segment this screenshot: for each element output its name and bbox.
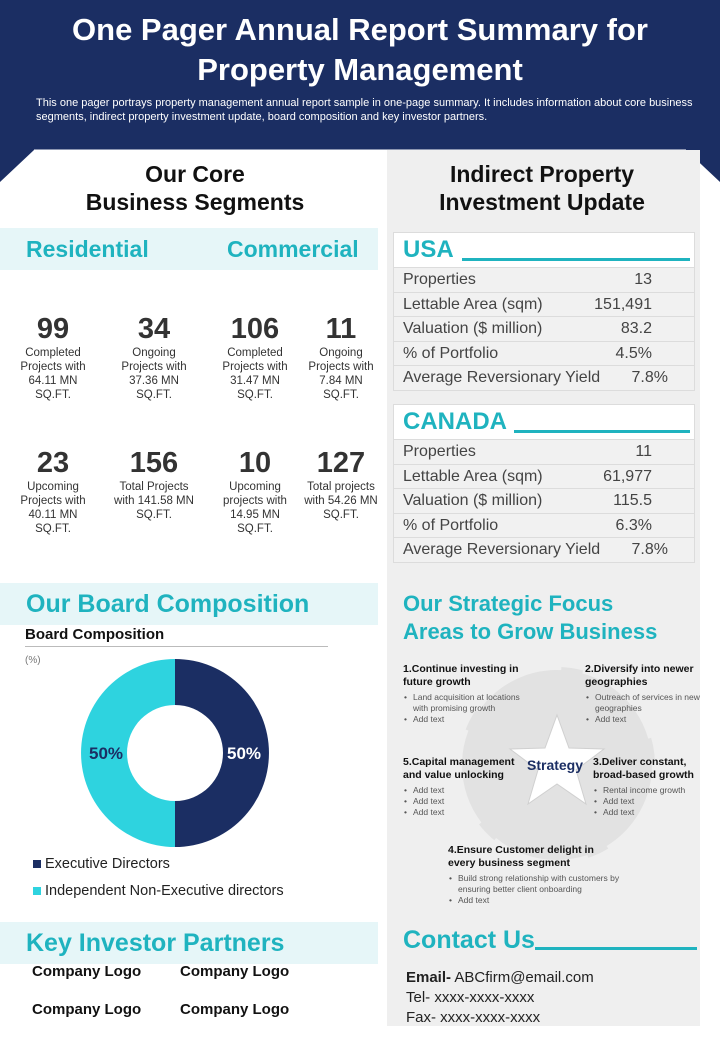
row-label: Average Reversionary Yield — [403, 541, 601, 558]
country-name: USA — [403, 236, 454, 263]
row-label: % of Portfolio — [403, 516, 499, 534]
strategy-item — [585, 663, 700, 725]
table-row — [393, 342, 695, 367]
row-label: Properties — [403, 271, 476, 288]
row-label: Lettable Area (sqm) — [403, 295, 543, 313]
country-underline — [462, 258, 690, 261]
legend-item-executive — [33, 856, 170, 872]
country-table-canada — [393, 404, 695, 563]
stat-text: Completed Projects with 64.11 MN SQ.FT. — [20, 347, 86, 401]
strategy-item — [403, 663, 533, 725]
row-value: 7.8% — [631, 369, 668, 386]
commercial-label: Commercial — [227, 236, 359, 262]
row-value: 13 — [634, 271, 652, 288]
strategy-item — [448, 844, 648, 906]
stat-item — [12, 446, 94, 536]
stat-text: Completed Projects with 31.47 MN SQ.FT. — [222, 347, 288, 401]
stat-number: 10 — [238, 447, 272, 479]
legend-label: Executive Directors — [45, 856, 170, 872]
row-value: 11 — [635, 443, 652, 460]
legend-swatch — [33, 887, 41, 895]
country-header — [393, 232, 695, 268]
stat-number: 106 — [230, 313, 280, 345]
table-row — [393, 440, 695, 465]
investment-title — [400, 160, 684, 216]
contact-underline — [535, 947, 697, 950]
contact-title: Contact Us — [403, 926, 535, 954]
table-row — [393, 514, 695, 539]
strategy-bullet: • Add text — [403, 807, 523, 818]
strategy-center-label: Strategy — [527, 757, 584, 773]
row-label: Valuation ($ million) — [403, 492, 543, 509]
strategy-bullet: • Add text — [593, 807, 700, 818]
strategy-bullet: • Add text — [448, 895, 648, 906]
strategy-bullet: • Add text — [403, 796, 523, 807]
country-underline — [514, 430, 690, 433]
strategy-bullet: • Outreach of services in new geographies — [585, 692, 700, 714]
page-title: One Pager Annual Report Summary for Property Management — [72, 12, 648, 87]
row-label: Properties — [403, 443, 476, 460]
stat-number: 127 — [316, 447, 366, 479]
stat-text: Total projects with 54.26 MN SQ.FT. — [304, 481, 378, 521]
stat-item — [300, 312, 382, 402]
strategy-title-line1: Our Strategic Focus — [403, 591, 614, 616]
stat-text: Total Projects with 141.58 MN SQ.FT. — [114, 481, 194, 521]
board-chart-title: Board Composition — [25, 626, 165, 643]
segments-title-line1: Our Core — [145, 161, 245, 187]
strategy-heading: 4.Ensure Customer delight in every business segment — [448, 844, 594, 869]
contact-fax: Fax- xxxx-xxxx-xxxx — [406, 1009, 541, 1026]
table-row — [393, 465, 695, 490]
stat-number: 34 — [137, 313, 171, 345]
segments-title-line2: Business Segments — [85, 189, 305, 215]
contact-tel: Tel- xxxx-xxxx-xxxx — [406, 989, 535, 1006]
company-logo: Company Logo — [180, 1001, 290, 1018]
row-value: 61,977 — [603, 467, 652, 485]
table-row — [393, 293, 695, 318]
stat-item — [214, 446, 296, 536]
row-label: % of Portfolio — [403, 344, 499, 362]
company-logo: Company Logo — [32, 1001, 142, 1018]
email-label: Email- — [406, 969, 452, 986]
board-title: Our Board Composition — [26, 590, 310, 618]
strategy-heading: 2.Diversify into newer geographies — [585, 663, 694, 688]
strategy-bullet: • Add text — [403, 714, 533, 725]
stat-number: 99 — [36, 313, 70, 345]
board-unit: (%) — [25, 655, 41, 666]
strategy-bullet: • Add text — [593, 796, 700, 807]
country-table-usa — [393, 232, 695, 391]
contact-email — [406, 969, 594, 986]
investors-title: Key Investor Partners — [26, 929, 285, 957]
page-description: This one pager portrays property management annual report sample in one-page summary. It includes information about core business segments, indirect property investment update, board composition and key investor partners. — [36, 97, 693, 123]
company-logo: Company Logo — [32, 963, 142, 980]
strategy-item — [593, 756, 700, 818]
strategy-bullet: • Build strong relationship with customers by ensuring better client onboarding — [448, 873, 643, 895]
strategy-bullet: • Land acquisition at locations with promising growth — [403, 692, 533, 714]
strategy-bullet: • Add text — [403, 785, 523, 796]
stat-item — [214, 312, 296, 402]
strategy-heading: 5.Capital management and value unlocking — [403, 756, 515, 781]
company-logo: Company Logo — [180, 963, 290, 980]
stat-text: Ongoing Projects with 7.84 MN SQ.FT. — [308, 347, 374, 401]
email-value[interactable]: ABCfirm@email.com — [454, 969, 594, 986]
legend-label: Independent Non-Executive directors — [45, 883, 284, 899]
stat-number: 156 — [129, 447, 179, 479]
strategy-heading: 3.Deliver constant, broad-based growth — [593, 756, 694, 781]
row-label: Valuation ($ million) — [403, 320, 543, 337]
table-row — [393, 538, 695, 563]
stat-item — [113, 446, 195, 522]
donut-label-independent: 50% — [88, 744, 124, 763]
donut-label-executive: 50% — [226, 744, 262, 763]
row-value: 83.2 — [620, 320, 652, 337]
row-value: 7.8% — [631, 541, 668, 558]
board-divider — [25, 646, 328, 647]
strategy-bullet: • Add text — [585, 714, 700, 725]
board-band — [0, 583, 378, 625]
row-label: Lettable Area (sqm) — [403, 467, 543, 485]
stat-text: Ongoing Projects with 37.36 MN SQ.FT. — [121, 347, 187, 401]
country-header — [393, 404, 695, 440]
stat-item — [113, 312, 195, 402]
stat-number: 23 — [36, 447, 70, 479]
table-row — [393, 366, 695, 391]
row-value: 4.5% — [615, 344, 652, 362]
investment-title-line1: Indirect Property — [449, 161, 635, 187]
segments-title — [40, 160, 350, 216]
residential-label: Residential — [26, 236, 149, 262]
stat-item — [300, 446, 382, 522]
investors-band — [0, 922, 378, 964]
row-value: 151,491 — [594, 295, 652, 313]
table-row — [393, 489, 695, 514]
strategy-heading: 1.Continue investing in future growth — [403, 663, 519, 688]
stat-text: Upcoming Projects with 40.11 MN SQ.FT. — [20, 481, 86, 535]
stat-text: Upcoming projects with 14.95 MN SQ.FT. — [223, 481, 287, 535]
table-row — [393, 268, 695, 293]
strategy-bullet: • Rental income growth — [593, 785, 700, 796]
stat-item — [12, 312, 94, 402]
legend-item-independent — [33, 883, 284, 899]
row-value: 115.5 — [613, 492, 652, 509]
board-donut-chart — [80, 658, 270, 848]
strategy-item — [403, 756, 523, 818]
row-value: 6.3% — [615, 516, 652, 534]
strategy-title — [403, 590, 657, 646]
investment-title-line2: Investment Update — [439, 189, 645, 215]
stat-number: 11 — [325, 313, 357, 345]
table-row — [393, 317, 695, 342]
country-name: CANADA — [403, 408, 507, 435]
strategy-title-line2: Areas to Grow Business — [403, 619, 658, 644]
row-label: Average Reversionary Yield — [403, 369, 601, 386]
legend-swatch — [33, 860, 41, 868]
